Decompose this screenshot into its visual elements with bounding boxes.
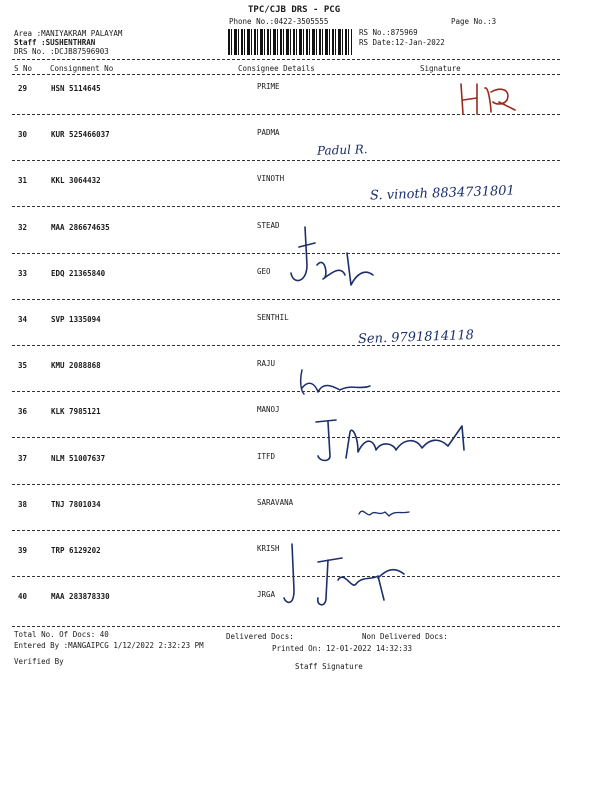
signature-vinoth: S. vinoth 8834731801 — [369, 183, 516, 204]
drs-number: DRS No. :DCJB87596903 — [14, 47, 109, 56]
row-divider — [12, 391, 560, 392]
row-consignment-number: EDQ 21365840 — [51, 269, 106, 278]
column-header-consignee: Consignee Details — [238, 64, 315, 73]
signature-senthil: Sen. 9791814118 — [357, 327, 475, 348]
area-label: Area :MANIYAKRAM PALAYAM — [14, 29, 123, 38]
row-divider — [12, 160, 560, 161]
barcode — [228, 29, 352, 55]
row-serial-number: 36 — [18, 407, 28, 416]
row-consignment-number: TNJ 7801034 — [51, 500, 101, 509]
row-divider — [12, 299, 560, 300]
signature-krish-jrga — [282, 540, 412, 615]
verified-by: Verified By — [14, 657, 64, 666]
signature-padma: Padul R. — [316, 142, 368, 158]
non-delivered-docs: Non Delivered Docs: — [362, 632, 448, 641]
row-consignment-number: TRP 6129202 — [51, 546, 101, 555]
delivered-docs: Delivered Docs: — [226, 632, 294, 641]
row-consignee-name: KRISH — [257, 544, 280, 553]
column-header-sno: S No — [14, 64, 33, 73]
row-consignment-number: KMU 2088868 — [51, 361, 101, 370]
staff-label: Staff :SUSHENTHRAN — [14, 38, 96, 47]
staff-signature: Staff Signature — [295, 662, 363, 671]
printed-on: Printed On: 12-01-2022 14:32:33 — [272, 644, 412, 653]
phone-number: Phone No.:0422-3505555 — [229, 17, 329, 26]
row-consignee-name: PRIME — [257, 82, 280, 91]
divider — [12, 74, 560, 75]
row-serial-number: 31 — [18, 176, 28, 185]
row-consignee-name: JRGA — [257, 590, 276, 599]
document-title: TPC/CJB DRS - PCG — [248, 5, 341, 15]
row-consignment-number: KKL 3064432 — [51, 176, 101, 185]
row-serial-number: 35 — [18, 361, 28, 370]
row-consignee-name: ITFD — [257, 452, 276, 461]
signature-saravana — [355, 502, 415, 522]
row-divider — [12, 530, 560, 531]
signature-prime — [455, 80, 535, 120]
page-number: Page No.:3 — [451, 17, 497, 26]
row-consignee-name: RAJU — [257, 359, 276, 368]
row-consignment-number: HSN 5114645 — [51, 84, 101, 93]
rs-number: RS No.:875969 — [359, 28, 418, 37]
rs-date: RS Date:12-Jan-2022 — [359, 38, 445, 47]
row-serial-number: 40 — [18, 592, 28, 601]
row-serial-number: 33 — [18, 269, 28, 278]
row-consignee-name: PADMA — [257, 128, 280, 137]
entered-by: Entered By :MANGAIPCG 1/12/2022 2:32:23 PM — [14, 641, 204, 650]
signature-manoj — [312, 416, 482, 466]
divider — [12, 59, 560, 60]
column-header-signature: Signature — [420, 64, 461, 73]
row-consignee-name: VINOTH — [257, 174, 285, 183]
row-consignment-number: KLK 7985121 — [51, 407, 101, 416]
row-consignment-number: NLM 51007637 — [51, 454, 106, 463]
row-consignee-name: SENTHIL — [257, 313, 289, 322]
row-serial-number: 32 — [18, 223, 28, 232]
row-consignee-name: STEAD — [257, 221, 280, 230]
total-docs: Total No. Of Docs: 40 — [14, 630, 109, 639]
row-consignment-number: SVP 1335094 — [51, 315, 101, 324]
row-serial-number: 30 — [18, 130, 28, 139]
row-serial-number: 39 — [18, 546, 28, 555]
row-serial-number: 37 — [18, 454, 28, 463]
column-header-consignment: Consignment No — [50, 64, 114, 73]
row-divider — [12, 484, 560, 485]
row-consignee-name: SARAVANA — [257, 498, 294, 507]
row-serial-number: 29 — [18, 84, 28, 93]
row-serial-number: 38 — [18, 500, 28, 509]
row-consignee-name: GEO — [257, 267, 271, 276]
signature-stead-geo — [285, 225, 385, 295]
signature-raju — [296, 368, 386, 398]
row-consignment-number: KUR 525466037 — [51, 130, 110, 139]
row-divider — [12, 206, 560, 207]
row-consignment-number: MAA 283878330 — [51, 592, 110, 601]
row-consignment-number: MAA 286674635 — [51, 223, 110, 232]
row-divider — [12, 345, 560, 346]
row-serial-number: 34 — [18, 315, 28, 324]
divider — [12, 626, 560, 627]
row-consignee-name: MANOJ — [257, 405, 280, 414]
